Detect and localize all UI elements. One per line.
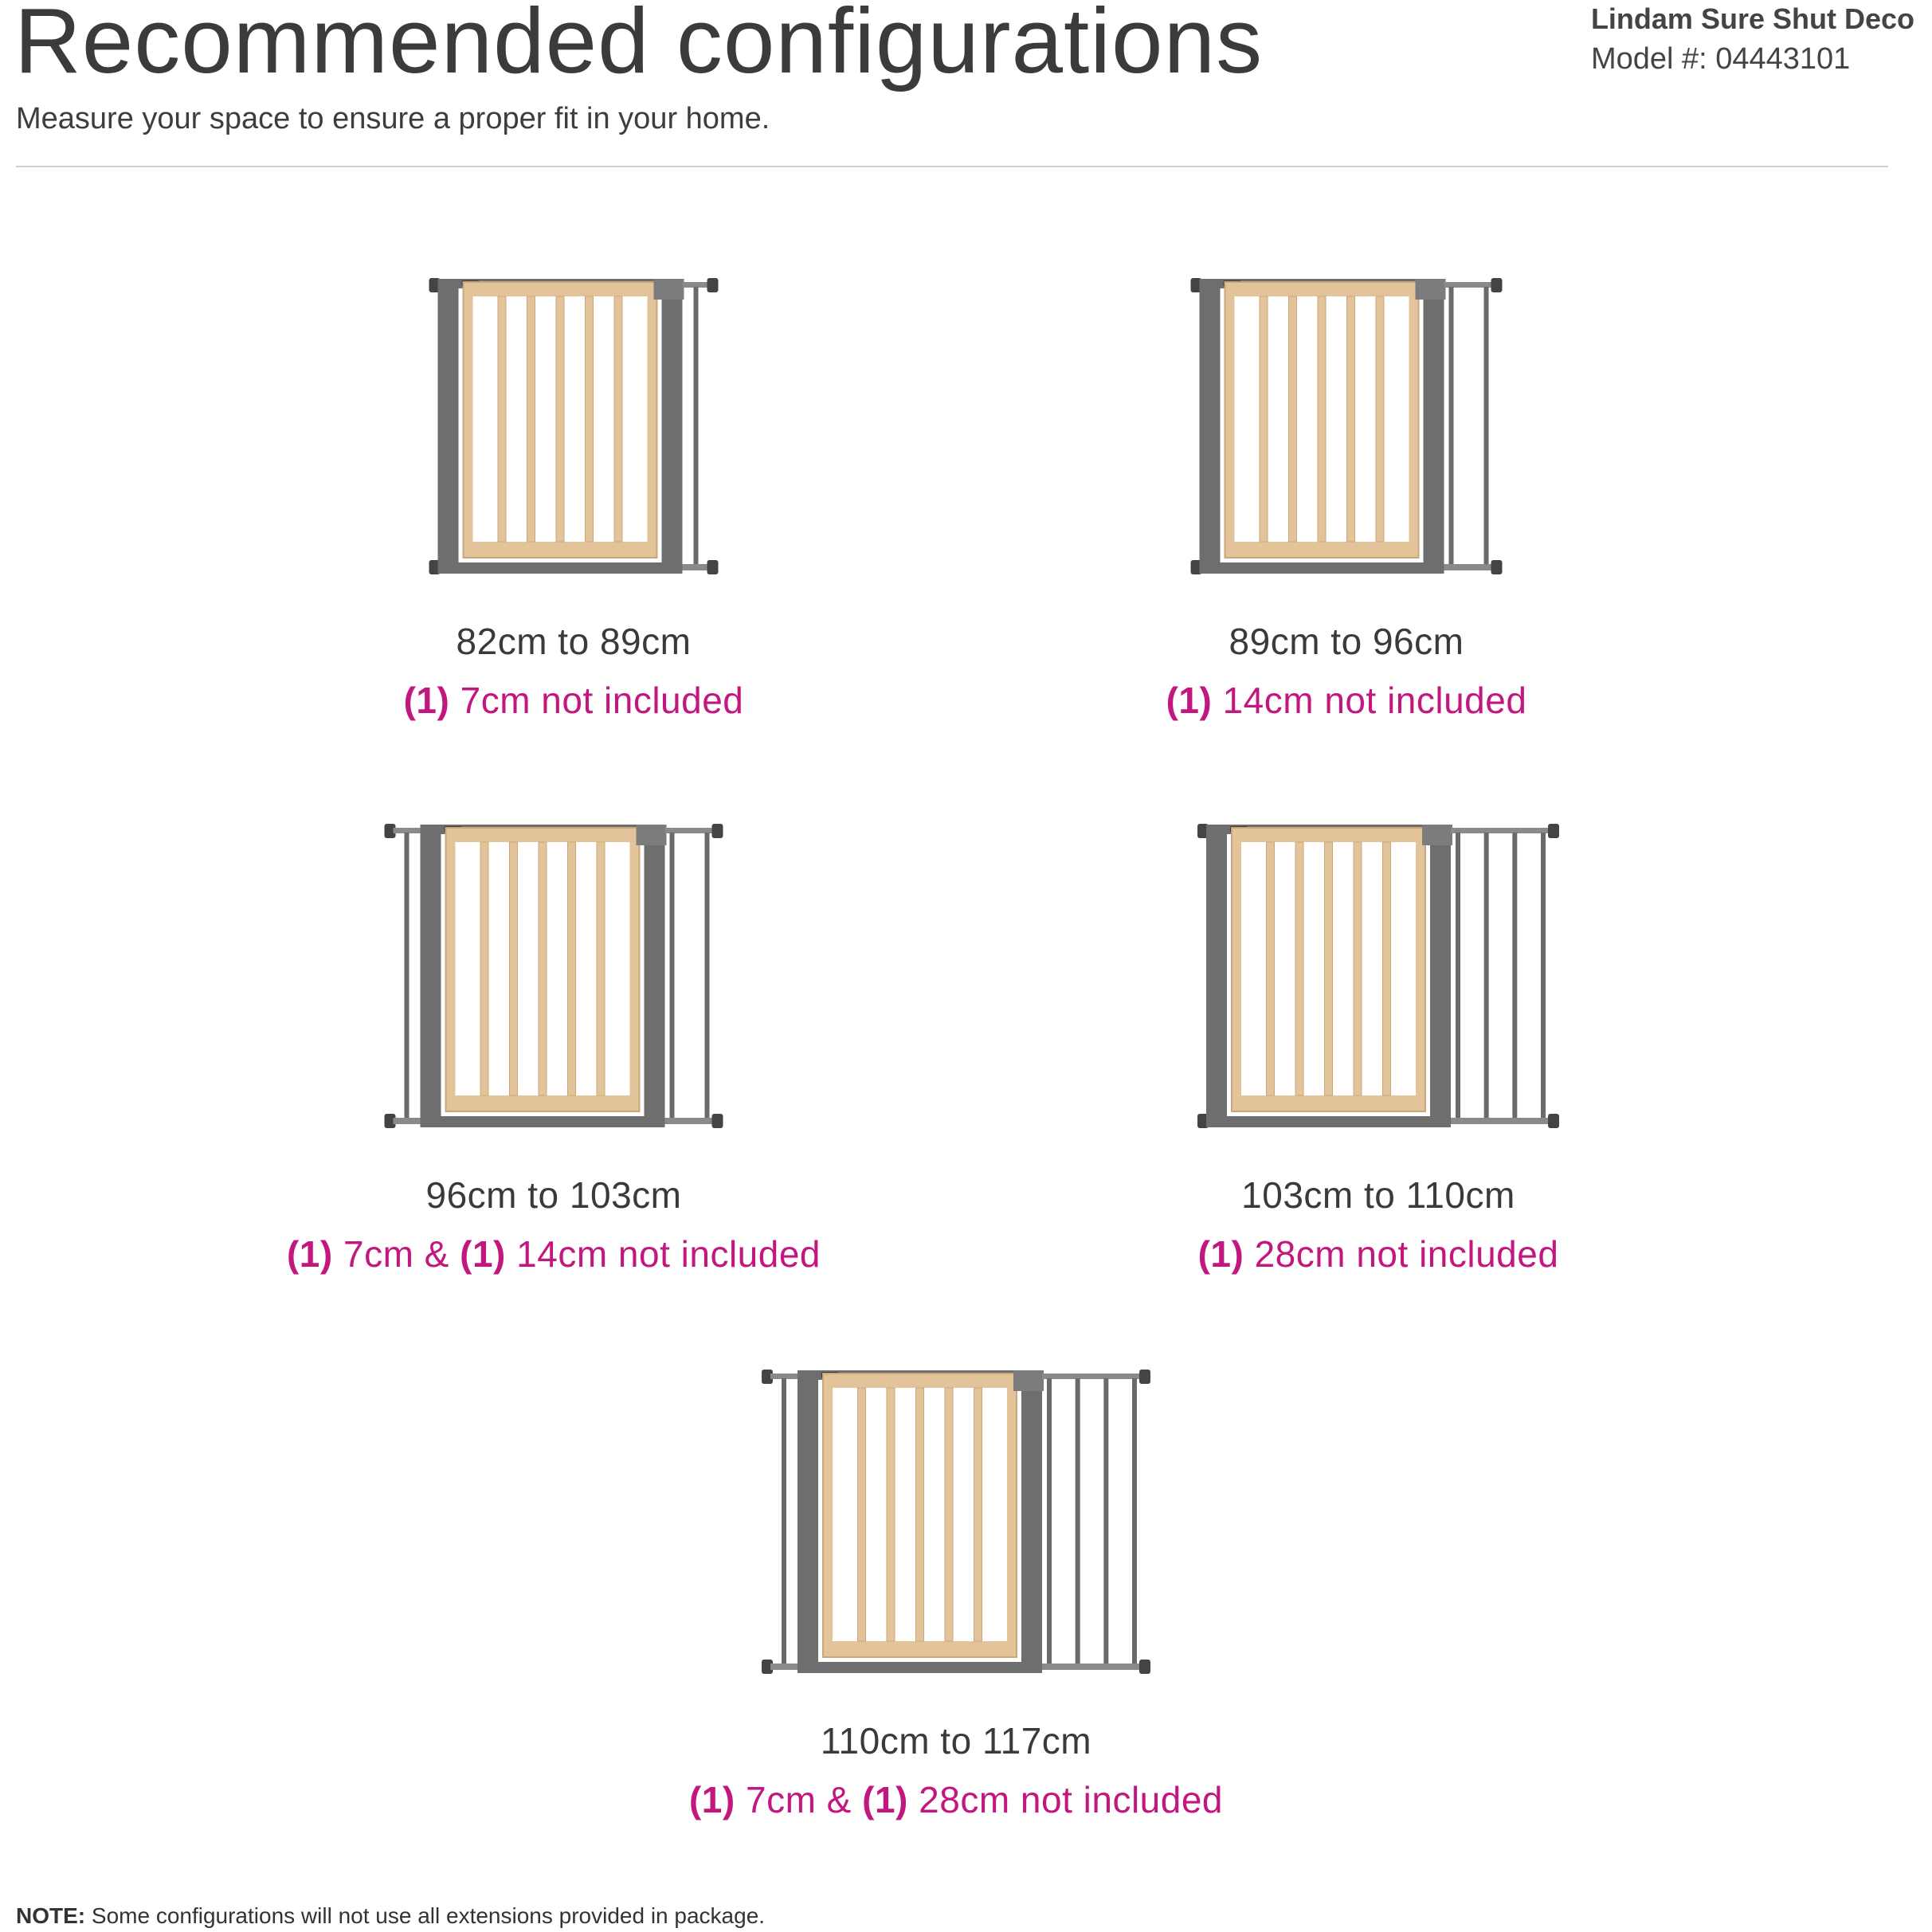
model-number: 04443101	[1715, 41, 1851, 76]
gate-slat	[527, 296, 535, 542]
gate-slat	[1347, 296, 1355, 542]
extension-bar	[694, 287, 699, 564]
extension-bottom-rail	[1042, 1664, 1142, 1670]
extension-bar	[405, 833, 410, 1118]
extensions-required	[1139, 679, 1554, 722]
extension-size: 7cm	[745, 1779, 817, 1820]
extension-bottom-rail	[665, 1118, 715, 1124]
extension-top-rail	[1042, 1374, 1142, 1379]
extension-bar	[1132, 1378, 1137, 1664]
extension-top-rail	[394, 828, 421, 833]
gate-slat	[1376, 296, 1384, 542]
gate-illustration	[1147, 809, 1609, 1143]
extensions-required	[370, 679, 777, 722]
extension-size: 7cm	[343, 1233, 414, 1275]
product-info	[1591, 0, 1914, 80]
gate-slat	[614, 296, 622, 542]
extension-size: 14cm	[516, 1233, 608, 1275]
width-range: 110cm to 117cm	[820, 1720, 1092, 1762]
gate-frame-post	[1430, 825, 1451, 1127]
gate-slat	[887, 1388, 895, 1641]
pressure-knob	[1491, 560, 1503, 574]
gate-frame-post	[1206, 825, 1227, 1127]
gate-frame-post	[421, 825, 441, 1127]
pressure-knob	[712, 824, 723, 838]
extension-count: (1)	[1166, 680, 1213, 721]
gate-slat	[1354, 842, 1362, 1095]
footer-note	[16, 1903, 765, 1929]
gate-slat	[510, 842, 518, 1095]
gate-frame-bottom	[1200, 562, 1444, 574]
extension-top-rail	[1451, 828, 1550, 833]
pressure-knob	[1548, 1114, 1559, 1128]
extension-size: 14cm	[1222, 680, 1315, 721]
pressure-knob	[1548, 824, 1559, 838]
extensions-required	[1147, 1232, 1609, 1276]
gate-frame-bottom	[1206, 1116, 1451, 1127]
extension-bottom-rail	[683, 564, 710, 570]
extension-bar	[1456, 833, 1460, 1118]
width-range: 103cm to 110cm	[1241, 1174, 1515, 1216]
header-divider	[16, 166, 1888, 167]
extension-suffix: not included	[541, 680, 744, 721]
note-label: NOTE:	[16, 1903, 86, 1928]
extension-bottom-rail	[1451, 1118, 1550, 1124]
width-range: 89cm to 96cm	[1229, 621, 1464, 662]
gate-slat	[916, 1388, 924, 1641]
extensions-required	[677, 1778, 1235, 1821]
gate-frame-post	[797, 1370, 818, 1673]
extension-bottom-rail	[1444, 564, 1494, 570]
note-text: Some configurations will not use all extensions provided in package.	[91, 1903, 766, 1928]
width-range: 96cm to 103cm	[425, 1174, 682, 1216]
gate-frame-post	[438, 279, 459, 574]
extension-top-rail	[683, 282, 710, 288]
gate-frame-post	[645, 825, 665, 1127]
extension-bar	[1103, 1378, 1108, 1664]
extension-suffix: not included	[617, 1233, 821, 1275]
gate-slat	[586, 296, 594, 542]
gate-slat	[1318, 296, 1326, 542]
page-title: Recommended configurations	[14, 0, 1264, 92]
extension-suffix: not included	[1324, 680, 1527, 721]
extension-bar	[1449, 287, 1454, 564]
gate-illustration	[701, 1354, 1211, 1689]
page-subtitle: Measure your space to ensure a proper fit in your home.	[16, 102, 770, 135]
extension-top-rail	[665, 828, 715, 833]
extension-joiner: &	[424, 1233, 449, 1275]
gate-slat	[597, 842, 605, 1095]
gate-illustration	[339, 809, 769, 1143]
gate-frame-bottom	[797, 1662, 1042, 1673]
gate-frame-post	[1021, 1370, 1042, 1673]
extension-bar	[670, 833, 675, 1118]
gate-slat	[568, 842, 576, 1095]
gate-slat	[539, 842, 547, 1095]
pressure-knob	[712, 1114, 723, 1128]
extension-bar	[1484, 287, 1489, 564]
pressure-knob	[707, 560, 719, 574]
model-line	[1591, 39, 1914, 80]
gate-slat	[1383, 842, 1391, 1095]
gate-slat	[1267, 842, 1275, 1095]
extension-count: (1)	[460, 1233, 506, 1275]
extensions-required	[275, 1232, 833, 1276]
gate-handle	[1422, 825, 1452, 845]
gate-illustration	[1147, 263, 1546, 590]
gate-frame-bottom	[421, 1116, 665, 1127]
extension-size: 7cm	[460, 680, 531, 721]
configuration-96-103	[275, 809, 833, 1276]
extension-bar	[782, 1378, 786, 1664]
pressure-knob	[1491, 278, 1503, 292]
gate-slat	[945, 1388, 953, 1641]
gate-slat	[480, 842, 488, 1095]
gate-frame-post	[662, 279, 683, 574]
model-label: Model #:	[1590, 41, 1707, 76]
configuration-110-117	[677, 1354, 1235, 1821]
extension-size: 28cm	[1254, 1233, 1346, 1275]
extension-bottom-rail	[770, 1664, 797, 1670]
extension-bar	[1484, 833, 1489, 1118]
extension-top-rail	[770, 1374, 797, 1379]
width-range: 82cm to 89cm	[456, 621, 692, 662]
extension-bar	[705, 833, 710, 1118]
extension-top-rail	[1444, 282, 1494, 288]
extension-bar	[1541, 833, 1546, 1118]
gate-handle	[1416, 279, 1446, 300]
extension-suffix: not included	[1020, 1779, 1224, 1820]
configuration-103-110	[1147, 809, 1609, 1276]
gate-slat	[1295, 842, 1303, 1095]
gate-frame-post	[1424, 279, 1444, 574]
extension-count: (1)	[688, 1779, 735, 1820]
gate-slat	[1325, 842, 1333, 1095]
gate-frame-post	[1200, 279, 1221, 574]
product-name: Lindam Sure Shut Deco	[1590, 2, 1914, 35]
gate-slat	[556, 296, 564, 542]
gate-slat	[858, 1388, 866, 1641]
pressure-knob	[707, 278, 719, 292]
gate-slat	[1289, 296, 1297, 542]
extension-bar	[1512, 833, 1517, 1118]
extension-count: (1)	[286, 1233, 333, 1275]
extension-bar	[1076, 1378, 1080, 1664]
gate-handle	[654, 279, 684, 300]
gate-slat	[498, 296, 506, 542]
extension-count: (1)	[403, 680, 450, 721]
configuration-82-89	[370, 263, 777, 722]
extension-size: 28cm	[919, 1779, 1010, 1820]
pressure-knob	[1139, 1660, 1150, 1674]
gate-handle	[637, 825, 667, 845]
extension-count: (1)	[862, 1779, 908, 1820]
gate-handle	[1013, 1370, 1044, 1391]
configuration-89-96	[1139, 263, 1554, 722]
gate-illustration	[390, 263, 757, 590]
extension-bar	[1047, 1378, 1052, 1664]
pressure-knob	[1139, 1370, 1150, 1384]
extension-suffix: not included	[1356, 1233, 1559, 1275]
gate-slat	[974, 1388, 982, 1641]
gate-slat	[1260, 296, 1268, 542]
extension-bottom-rail	[394, 1118, 421, 1124]
extension-count: (1)	[1197, 1233, 1244, 1275]
gate-frame-bottom	[438, 562, 683, 574]
extension-joiner: &	[826, 1779, 852, 1820]
